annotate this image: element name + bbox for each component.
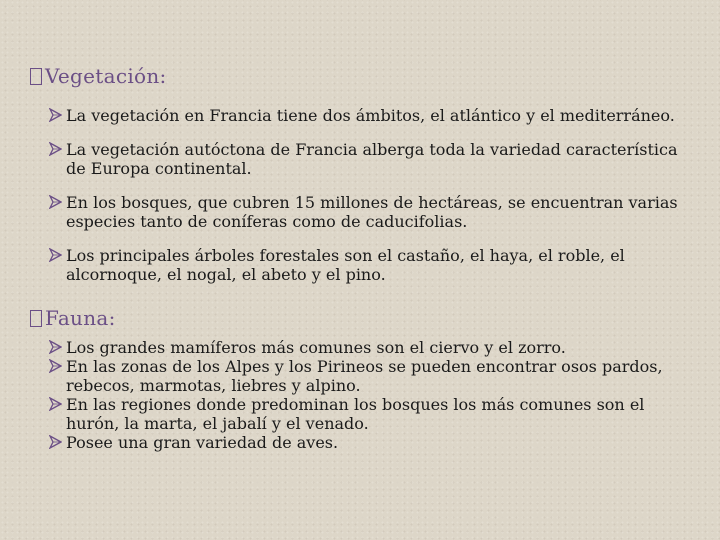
- missing-glyph-box-icon: [30, 68, 42, 85]
- list-item: [49, 106, 699, 125]
- list-item: [49, 433, 699, 452]
- arrowhead-bullet-icon: [49, 195, 62, 209]
- vegetation-item-text: En los bosques, que cubren 15 millones de hectáreas, se encuentran varias especies tanto de coníferas como de caducifolias.: [66, 193, 678, 231]
- list-item: [49, 357, 699, 395]
- list-item: [49, 395, 699, 433]
- fauna-item-text: En las zonas de los Alpes y los Pirineos se pueden encontrar osos pardos, rebecos, marmotas, liebres y alpino.: [66, 357, 663, 395]
- list-item: [49, 193, 699, 231]
- vegetation-item-text: Los principales árboles forestales son el castaño, el haya, el roble, el alcornoque, el nogal, el abeto y el pino.: [66, 246, 625, 284]
- list-item: [49, 246, 699, 284]
- missing-glyph-box-icon: [30, 310, 42, 327]
- fauna-heading: [30, 306, 116, 330]
- vegetation-heading: [30, 64, 167, 88]
- arrowhead-bullet-icon: [49, 248, 62, 262]
- vegetation-heading-text: Vegetación:: [45, 64, 167, 88]
- list-item: [49, 338, 699, 357]
- vegetation-item-text: La vegetación en Francia tiene dos ámbitos, el atlántico y el mediterráneo.: [66, 106, 675, 125]
- fauna-item-text: En las regiones donde predominan los bosques los más comunes son el hurón, la marta, el jabalí y el venado.: [66, 395, 645, 433]
- arrowhead-bullet-icon: [49, 108, 62, 122]
- fauna-item-text: Posee una gran variedad de aves.: [66, 433, 339, 452]
- arrowhead-bullet-icon: [49, 359, 62, 373]
- list-item: [49, 140, 699, 178]
- arrowhead-bullet-icon: [49, 435, 62, 449]
- arrowhead-bullet-icon: [49, 340, 62, 354]
- arrowhead-bullet-icon: [49, 142, 62, 156]
- arrowhead-bullet-icon: [49, 397, 62, 411]
- vegetation-list: [49, 106, 699, 299]
- vegetation-item-text: La vegetación autóctona de Francia alberga toda la variedad característica de Europa continental.: [66, 140, 678, 178]
- fauna-item-text: Los grandes mamíferos más comunes son el ciervo y el zorro.: [66, 338, 566, 357]
- fauna-list: [49, 338, 699, 452]
- fauna-heading-text: Fauna:: [45, 306, 116, 330]
